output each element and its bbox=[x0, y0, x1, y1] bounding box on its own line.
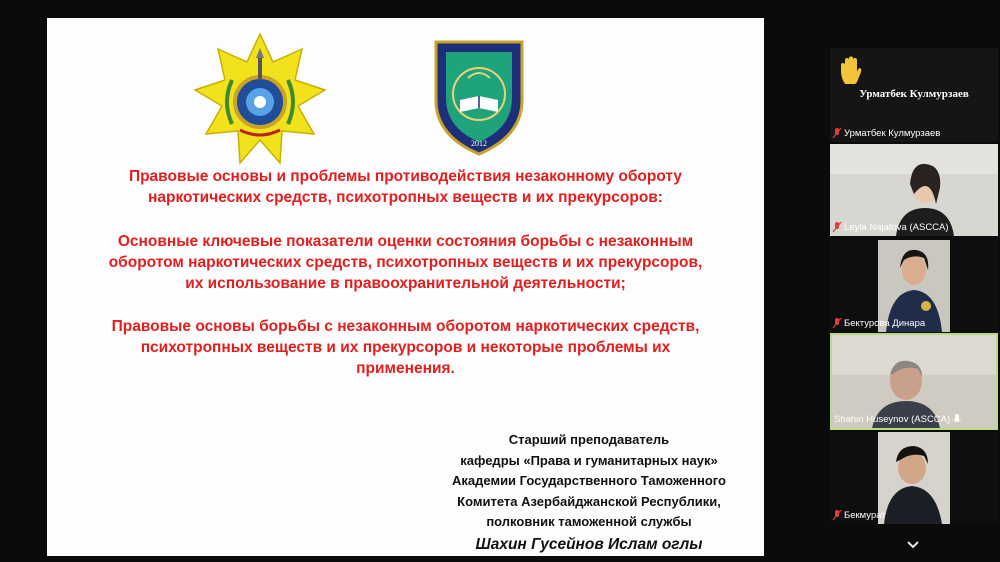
chevron-down-icon[interactable] bbox=[905, 537, 921, 553]
participant-label bbox=[832, 220, 949, 234]
mic-muted-icon bbox=[832, 127, 842, 139]
participants-panel bbox=[820, 0, 1000, 562]
text-line: наркотических средств, психотропных веществ и их прекурсоров: bbox=[148, 189, 663, 206]
participant-label bbox=[834, 412, 962, 426]
participant-name: Бектурова Динара bbox=[844, 317, 926, 329]
author-line: кафедры «Права и гуманитарных наук» bbox=[460, 452, 718, 468]
slide-paragraph-3 bbox=[47, 316, 764, 379]
participant-label bbox=[832, 126, 940, 140]
academy-shield-emblem bbox=[432, 38, 526, 156]
text-line: их использование в правоохранительной деятельности; bbox=[185, 275, 626, 292]
participant-tile[interactable] bbox=[830, 144, 998, 236]
text-line: психотропных веществ и их прекурсоров и некоторые проблемы их bbox=[140, 339, 671, 356]
participant-label bbox=[832, 316, 925, 330]
slide-paragraph-1 bbox=[47, 166, 764, 208]
participant-name: Урматбек Кулмурзаев bbox=[844, 127, 941, 139]
text-line: Правовые основы борьбы с незаконным оборотом наркотических средств, bbox=[111, 318, 700, 335]
author-line: Академии Государственного Таможенного bbox=[452, 473, 726, 488]
author-line: Старший преподаватель bbox=[508, 432, 670, 447]
mic-muted-icon bbox=[832, 509, 842, 521]
text-line: применения. bbox=[356, 360, 455, 377]
author-name: Шахин Гусейнов Ислам оглы bbox=[475, 535, 703, 553]
participant-label bbox=[832, 508, 886, 522]
author-line: Комитета Азербайджанской Республики, bbox=[457, 493, 721, 509]
text-line: оборотом наркотических средств, психотропных веществ и их прекурсоров, bbox=[108, 254, 703, 271]
participant-tile[interactable] bbox=[830, 48, 998, 142]
author-line: полковник таможенной службы bbox=[486, 514, 692, 529]
participant-name: Shahin Huseynov (ASCCA) bbox=[834, 413, 951, 425]
mic-muted-icon bbox=[832, 317, 842, 329]
customs-star-emblem bbox=[192, 32, 328, 168]
participant-name: Бекмурат bbox=[844, 509, 886, 521]
shield-year: 2012 bbox=[471, 139, 487, 148]
participant-name: Leyla Najafova (ASCCA) bbox=[844, 221, 949, 233]
raised-hand-icon bbox=[838, 56, 864, 86]
author-block bbox=[439, 430, 739, 555]
shared-slide bbox=[47, 18, 764, 556]
mic-muted-icon bbox=[832, 221, 842, 233]
participant-tile[interactable] bbox=[830, 240, 998, 332]
text-line: Основные ключевые показатели оценки состояния борьбы с незаконным bbox=[117, 233, 694, 250]
text-line: Правовые основы и проблемы противодействия незаконному обороту bbox=[128, 168, 683, 185]
participant-display-name: Урматбек Кулмурзаев bbox=[859, 88, 969, 100]
mic-icon bbox=[952, 413, 962, 425]
slide-paragraph-2 bbox=[47, 231, 764, 294]
participant-tile[interactable] bbox=[830, 432, 998, 524]
participant-tile-active-speaker[interactable] bbox=[830, 333, 998, 430]
